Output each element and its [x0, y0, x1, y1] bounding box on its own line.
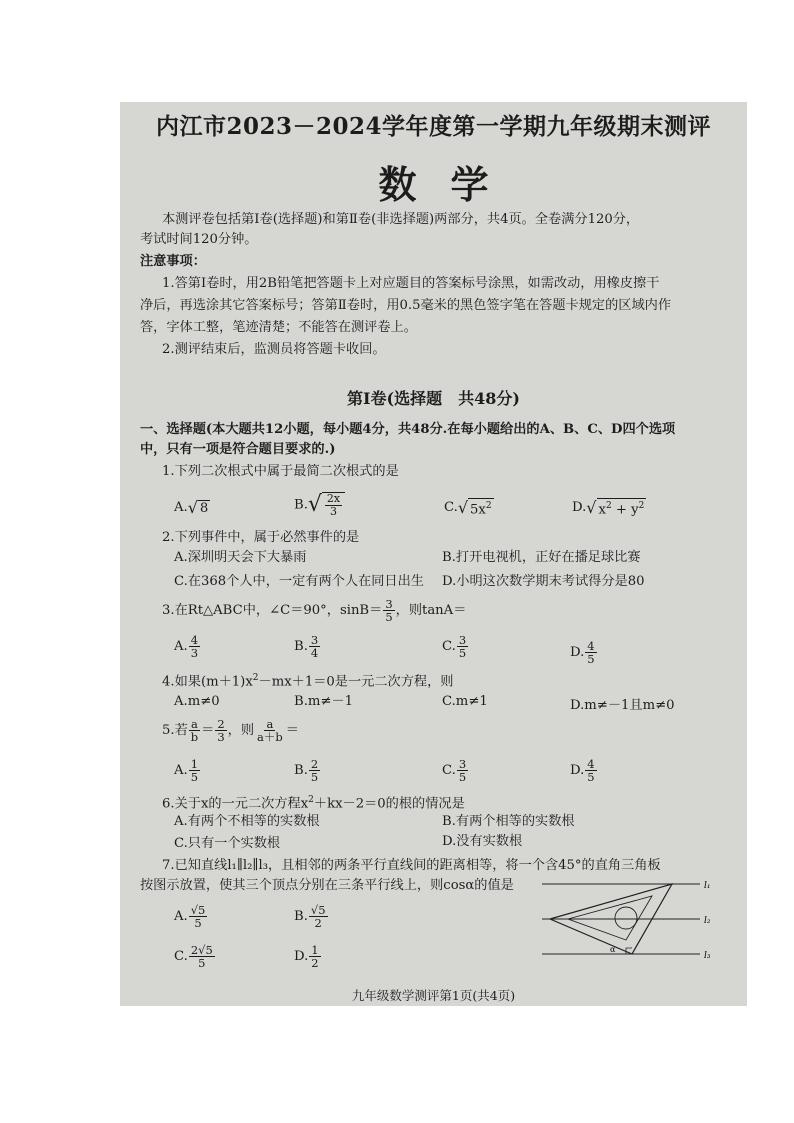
- q5-stem: 5.若 $\frac{a}{b}$ ＝ $\frac{2}{3}$ ，则 $\frac{a}{a+b}$ ＝: [162, 717, 299, 744]
- label-l3: l₃: [704, 951, 711, 961]
- q7-option-d: D. $\frac{1}{2}$: [294, 943, 319, 970]
- q2-option-a: A.深圳明天会下大暴雨: [174, 550, 307, 565]
- q6-option-d: D.没有实数根: [442, 834, 523, 849]
- q1-option-c: C. √ $5x^2$: [444, 497, 492, 518]
- q2-option-c: C.在368个人中，一定有两个人在同日出生: [174, 574, 424, 589]
- page-footer: 九年级数学测评第1页(共4页): [351, 988, 516, 1003]
- note-1-line-1: 1.答第Ⅰ卷时，用2B铅笔把答题卡上对应题目的答案标号涂黑，如需改动，用橡皮擦干: [162, 276, 660, 291]
- q6-stem: 6.关于x的一元二次方程$x^2+kx-2=0$的根的情况是: [162, 795, 465, 812]
- q2-option-d: D.小明这次数学期末考试得分是80: [442, 574, 645, 589]
- note-1-line-2: 净后，再选涂其它答案标号；答第Ⅱ卷时，用0.5毫米的黑色签字笔在答题卡规定的区域内作: [140, 298, 672, 313]
- q7-figure: [540, 874, 720, 964]
- q2-option-b: B.打开电视机，正好在播足球比赛: [442, 550, 641, 565]
- q4-option-b: B.m≠－1: [294, 694, 354, 709]
- part-1-instruction-line-1: 一、选择题(本大题共12小题，每小题4分，共48分.在每小题给出的A、B、C、D四个选项: [140, 422, 676, 437]
- q1-stem: 1.下列二次根式中属于最简二次根式的是: [162, 464, 399, 479]
- q7-stem-line-1: 7.已知直线l₁∥l₂∥l₃，且相邻的两条平行直线间的距离相等，将一个含45°的直角三角板: [162, 858, 661, 873]
- q3-option-d: D. $\frac{4}{5}$: [570, 639, 595, 666]
- q5-option-c: C. $\frac{3}{5}$: [442, 757, 467, 784]
- ruler-hole: [615, 907, 637, 929]
- intro-line-1: 本测评卷包括第Ⅰ卷(选择题)和第Ⅱ卷(非选择题)两部分，共4页。全卷满分120分，: [162, 212, 640, 227]
- q5-option-b: B. $\frac{2}{5}$: [294, 757, 319, 784]
- note-1-line-3: 答，字体工整，笔迹清楚；不能答在测评卷上。: [140, 320, 417, 335]
- q7-option-c: C. $\frac{2√5}{5}$: [174, 943, 213, 970]
- q1-option-b: B. √ $\frac{2x}{3}$: [294, 492, 345, 518]
- q6-option-a: A.有两个不相等的实数根: [174, 814, 320, 829]
- q4-option-a: A.m≠0: [174, 694, 220, 709]
- q4-stem: 4.如果$(m+1)x^2-mx+1=0$是一元二次方程，则: [162, 673, 454, 690]
- part-1-instruction-line-2: 中，只有一项是符合题目要求的.): [140, 442, 336, 457]
- q3-option-c: C. $\frac{3}{5}$: [442, 633, 467, 660]
- note-2: 2.测评结束后，监测员将答题卡收回。: [162, 342, 386, 357]
- q6-option-c: C.只有一个实数根: [174, 836, 281, 851]
- intro-line-2: 考试时间120分钟。: [140, 232, 258, 247]
- exam-title: 内江市2023－2024学年度第一学期九年级期末测评: [155, 113, 712, 140]
- q1-option-a: A. √ 8: [174, 497, 209, 517]
- q6-option-b: B.有两个相等的实数根: [442, 814, 575, 829]
- q2-stem: 2.下列事件中，属于必然事件的是: [162, 530, 360, 545]
- q3-stem: 3.在Rt△ABC中，∠C＝90°，sinB＝ $\frac{3}{5}$ ，则tanA＝: [162, 597, 467, 624]
- q1-option-d: D. √ $x^2 + y^2$: [572, 497, 645, 518]
- q3-option-a: A. $\frac{4}{3}$: [174, 633, 199, 660]
- q4-option-c: C.m≠1: [442, 694, 488, 709]
- inner-triangle: [568, 896, 652, 940]
- q7-option-a: A. $\frac{√5}{5}$: [174, 903, 206, 930]
- q5-option-a: A. $\frac{1}{5}$: [174, 757, 199, 784]
- subject-title: 数学: [378, 162, 523, 207]
- section-1-title: 第Ⅰ卷(选择题 共48分): [347, 389, 520, 408]
- exam-paper: [120, 102, 747, 1006]
- notes-heading: 注意事项：: [140, 254, 206, 269]
- q3-option-b: B. $\frac{3}{4}$: [294, 633, 319, 660]
- label-l1: l₁: [704, 881, 711, 891]
- q5-option-d: D. $\frac{4}{5}$: [570, 757, 595, 784]
- q7-stem-line-2: 按图示放置，使其三个顶点分别在三条平行线上，则cosα的值是: [140, 878, 514, 893]
- q7-option-b: B. $\frac{√5}{2}$: [294, 903, 326, 930]
- q4-option-d: D.m≠－1且m≠0: [570, 698, 675, 713]
- label-alpha: α: [610, 945, 616, 954]
- label-l2: l₂: [704, 916, 711, 926]
